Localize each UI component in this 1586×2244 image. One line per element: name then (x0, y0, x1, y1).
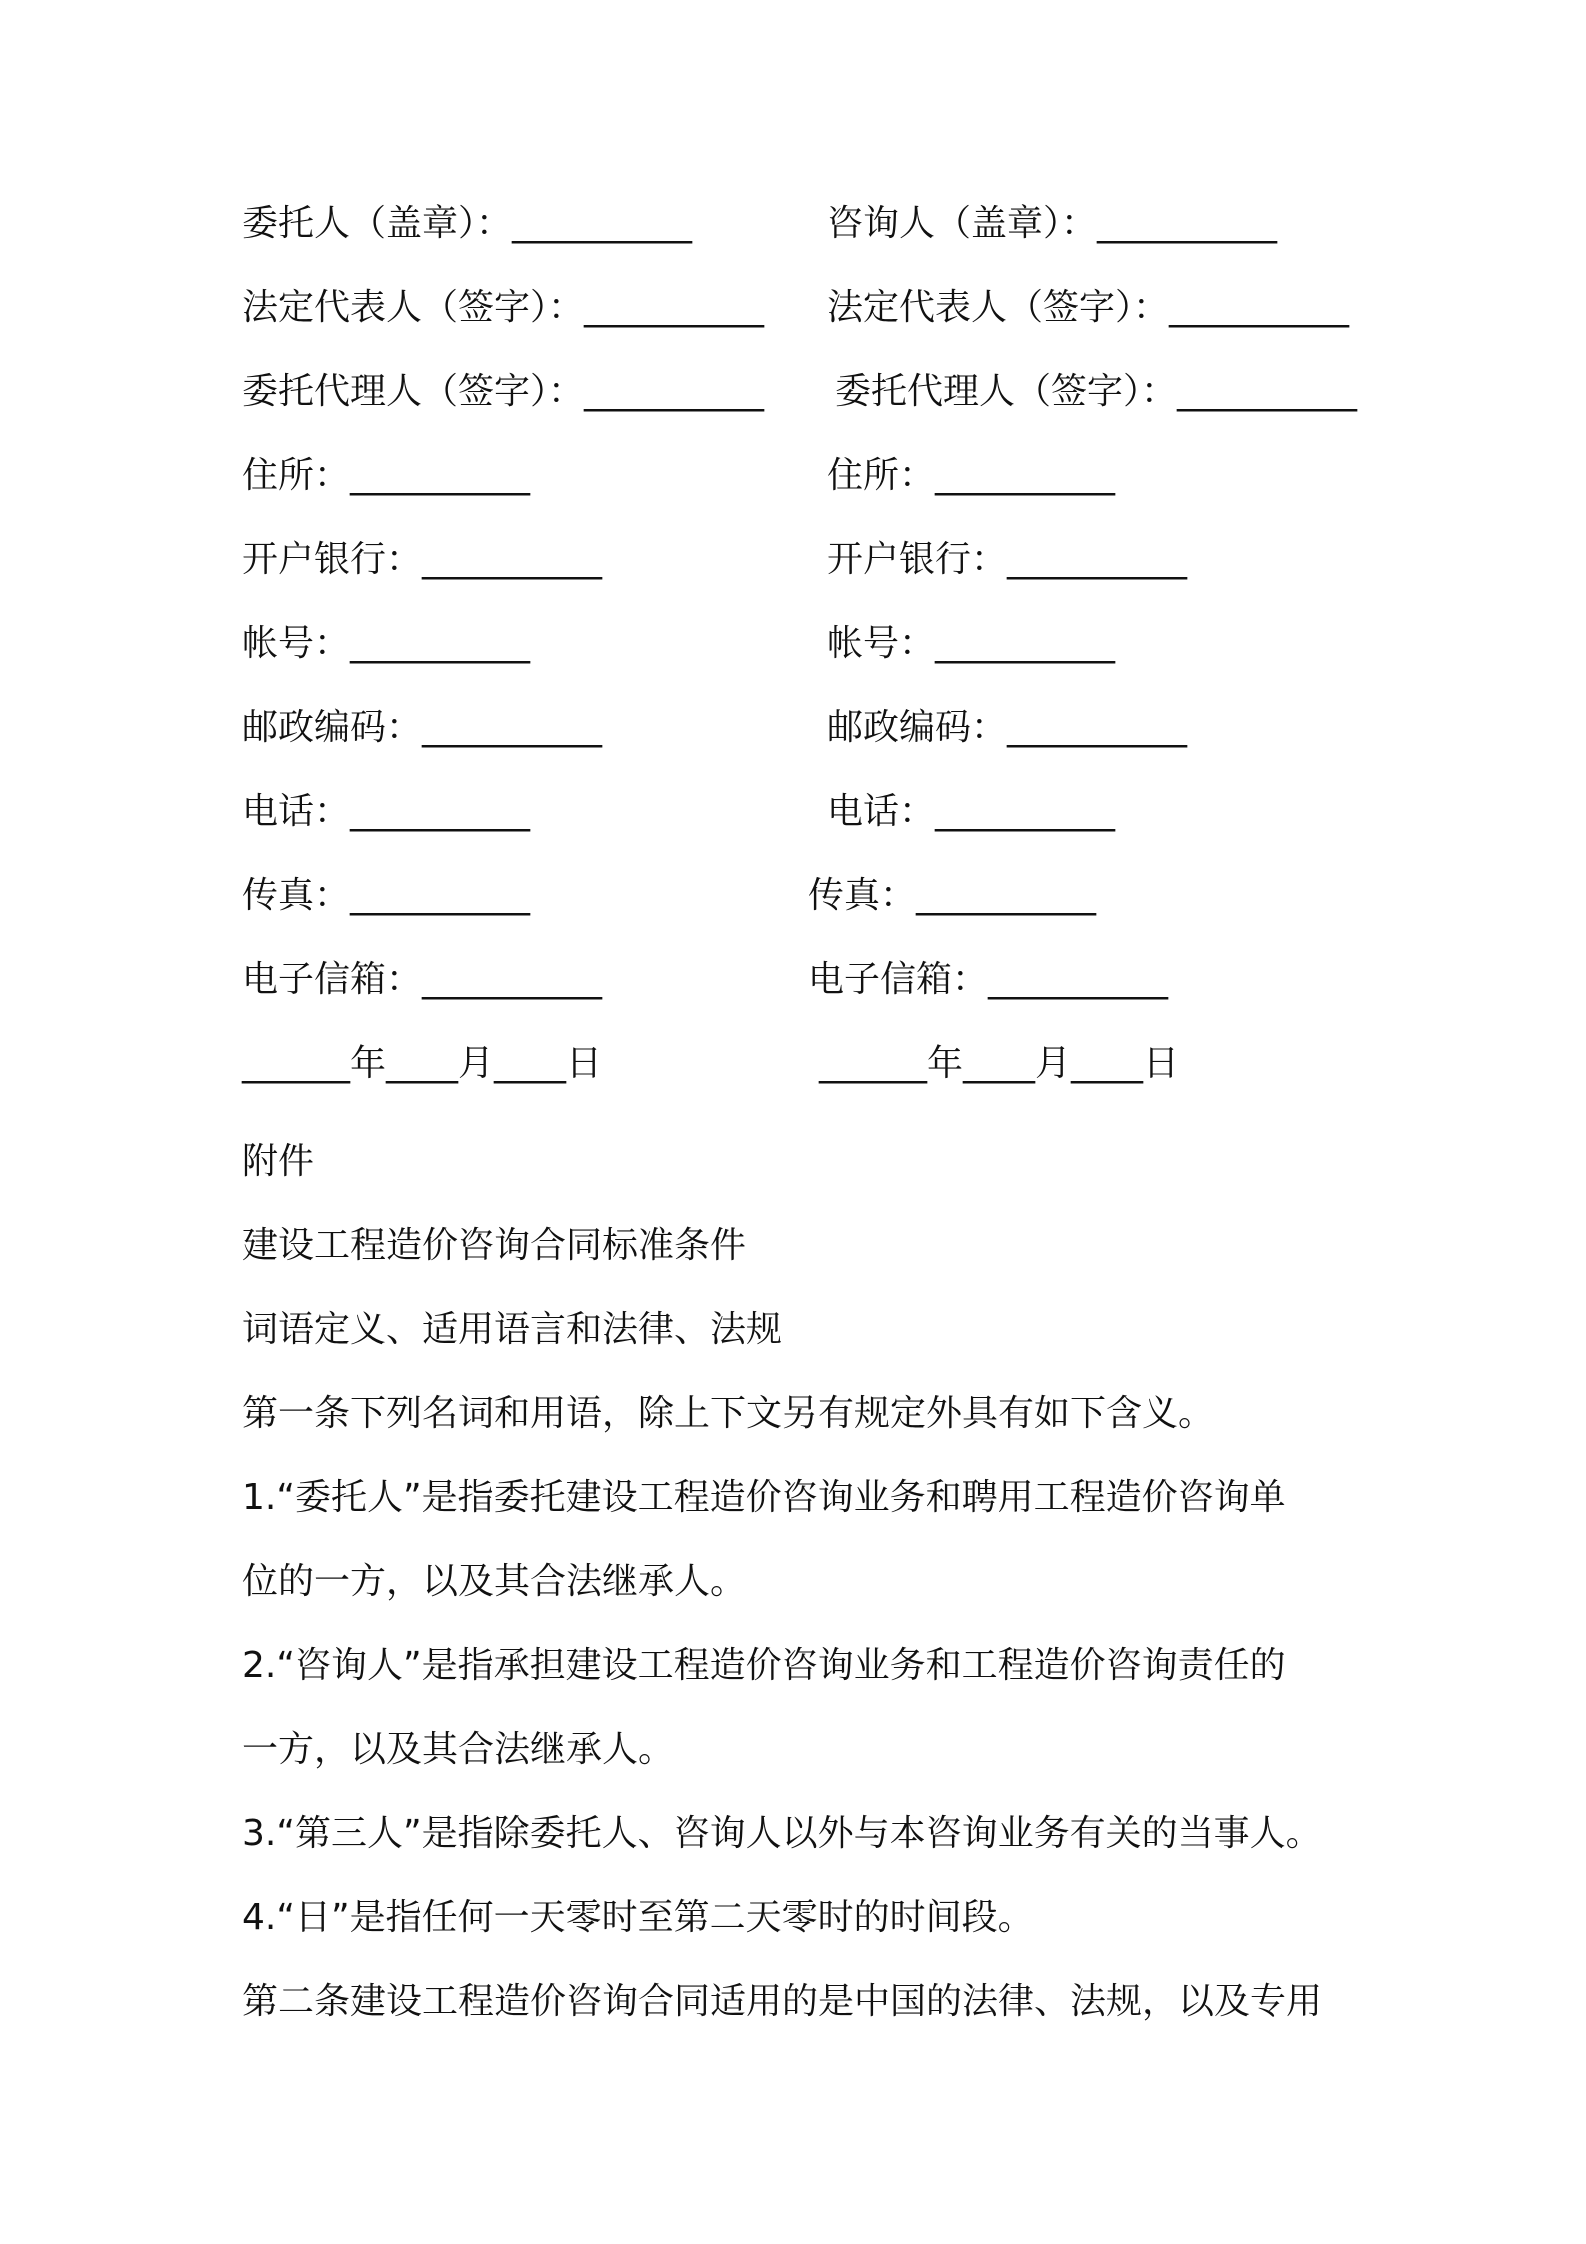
definition-item-2-line-2: 一方，以及其合法继承人。 (242, 1729, 675, 1770)
client-legal-rep-line: 法定代表人（签字）：__________ (242, 287, 765, 328)
consultant-postcode-line: 邮政编码：__________ (827, 707, 1188, 748)
signature-row-phone (0, 780, 1586, 864)
consultant-fax-line: 传真：__________ (808, 875, 1097, 916)
consultant-address-line: 住所：__________ (827, 455, 1116, 496)
signature-row-postcode (0, 696, 1586, 780)
standard-terms-title: 建设工程造价咨询合同标准条件 (242, 1225, 747, 1266)
client-postcode-line: 邮政编码：__________ (242, 707, 603, 748)
consultant-bank-line: 开户银行：__________ (827, 539, 1188, 580)
client-bank-line: 开户银行：__________ (242, 539, 603, 580)
consultant-legal-rep-line: 法定代表人（签字）：__________ (827, 287, 1350, 328)
consultant-account-line: 帐号：__________ (827, 623, 1116, 664)
appendix-label: 附件 (242, 1141, 315, 1182)
signature-row-email (0, 948, 1586, 1032)
contract-body (242, 1120, 1362, 2044)
client-address-line: 住所：__________ (242, 455, 531, 496)
signature-row-legal-rep (0, 276, 1586, 360)
article-1: 第一条下列名词和用语，除上下文另有规定外具有如下含义。 (242, 1393, 1215, 1434)
client-email-line: 电子信箱：__________ (242, 959, 603, 1000)
definition-item-1-line-2: 位的一方，以及其合法继承人。 (242, 1561, 747, 1602)
signature-row-seal (0, 192, 1586, 276)
client-seal-line: 委托人（盖章）：__________ (242, 203, 693, 244)
article-2: 第二条建设工程造价咨询合同适用的是中国的法律、法规，以及专用 (242, 1981, 1323, 2022)
signature-row-fax (0, 864, 1586, 948)
consultant-phone-line: 电话：__________ (827, 791, 1116, 832)
definition-item-1-line-1: 1.“委托人”是指委托建设工程造价咨询业务和聘用工程造价咨询单 (242, 1477, 1286, 1518)
client-agent-line: 委托代理人（签字）：__________ (242, 371, 765, 412)
consultant-agent-line: 委托代理人（签字）：__________ (835, 371, 1358, 412)
definition-item-4: 4.“日”是指任何一天零时至第二天零时的时间段。 (242, 1897, 1034, 1938)
consultant-seal-line: 咨询人（盖章）：__________ (827, 203, 1278, 244)
signature-row-date (0, 1032, 1586, 1116)
client-phone-line: 电话：__________ (242, 791, 531, 832)
signature-row-agent (0, 360, 1586, 444)
client-date-line: ______年____月____日 (242, 1043, 602, 1084)
signature-row-account (0, 612, 1586, 696)
client-account-line: 帐号：__________ (242, 623, 531, 664)
definition-item-2-line-1: 2.“咨询人”是指承担建设工程造价咨询业务和工程造价咨询责任的 (242, 1645, 1286, 1686)
signature-row-address (0, 444, 1586, 528)
signature-row-bank (0, 528, 1586, 612)
consultant-date-line: ______年____月____日 (819, 1043, 1179, 1084)
consultant-email-line: 电子信箱：__________ (808, 959, 1169, 1000)
definition-item-3: 3.“第三人”是指除委托人、咨询人以外与本咨询业务有关的当事人。 (242, 1813, 1322, 1854)
signature-block (0, 192, 1586, 1116)
section-heading: 词语定义、适用语言和法律、法规 (242, 1309, 783, 1350)
client-fax-line: 传真：__________ (242, 875, 531, 916)
